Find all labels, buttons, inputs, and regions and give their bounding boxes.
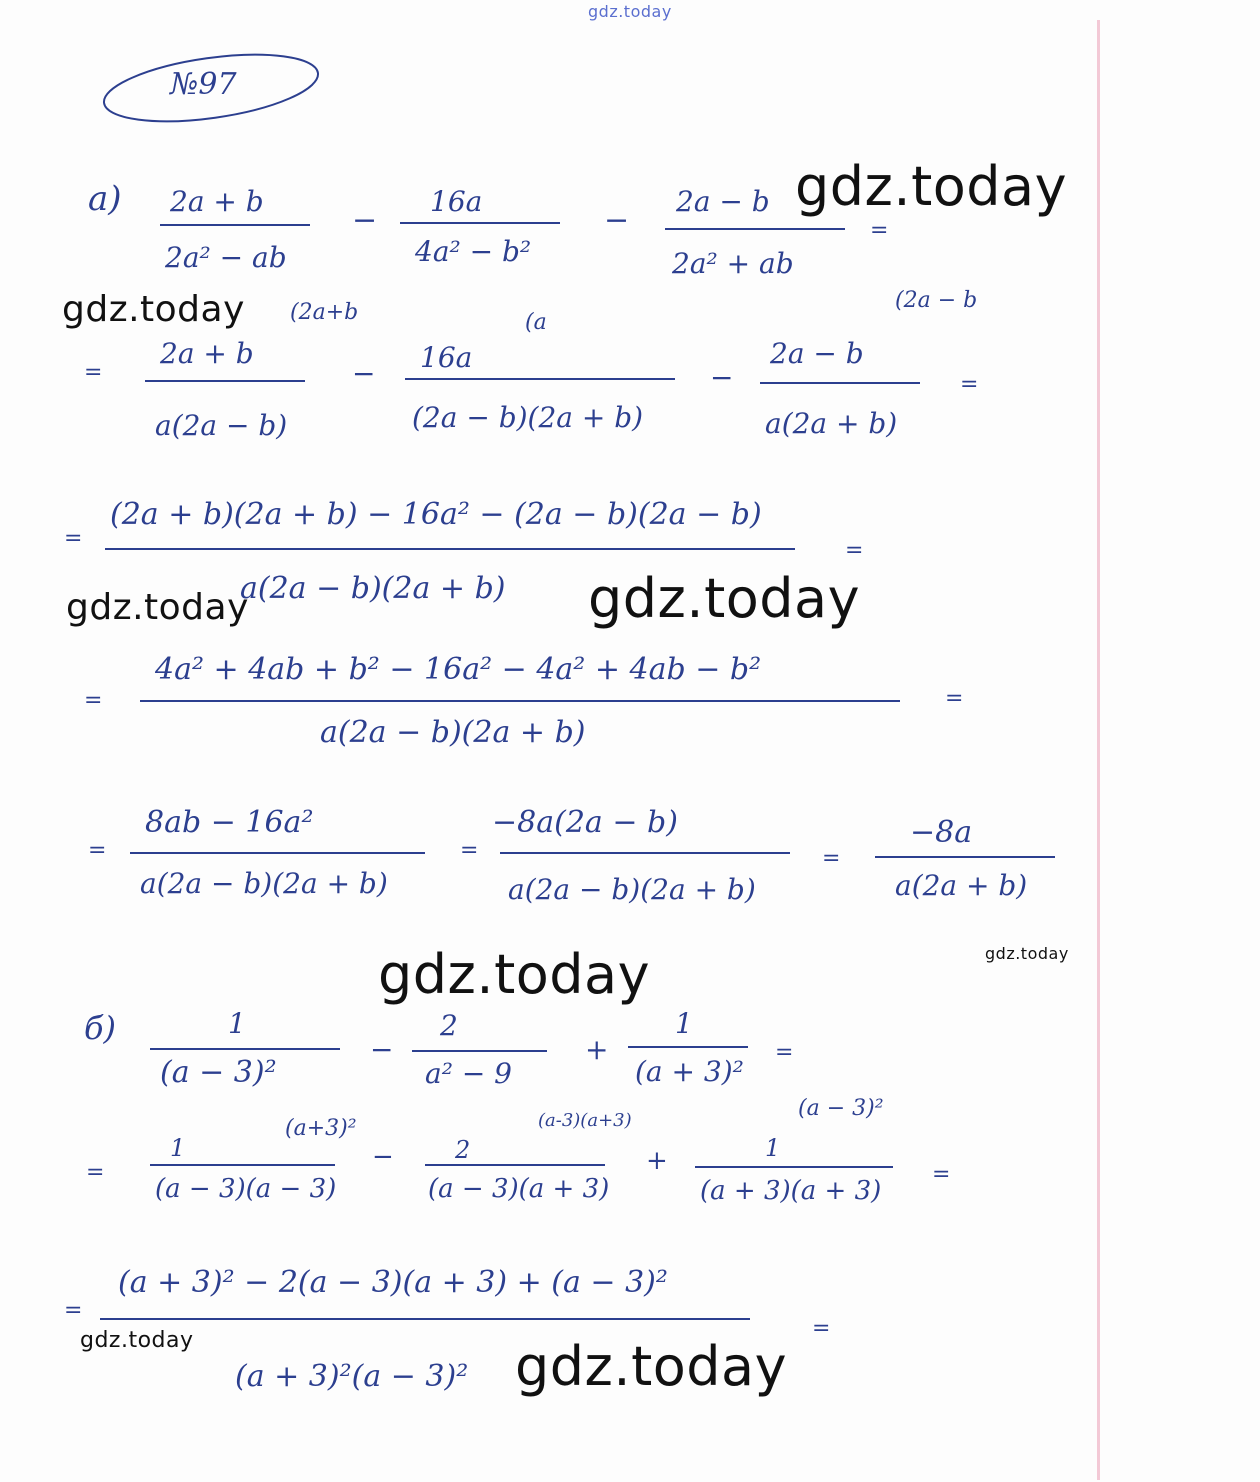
b2-mult-2: (a-3)(a+3) (538, 1110, 632, 1131)
b2-f2-num: 2 (455, 1136, 471, 1164)
b1-f1-bar (150, 1048, 340, 1050)
watermark-top: gdz.today (588, 2, 672, 21)
a3-num: (2a + b)(2a + b) − 16a² − (2a − b)(2a − b) (110, 497, 762, 532)
a2-mult-3: (2a − b (895, 288, 978, 313)
a2-f3-num: 2a − b (770, 337, 864, 370)
b3-den: (a + 3)²(a − 3)² (235, 1359, 469, 1394)
margin-line (1097, 20, 1100, 1480)
a5-f2-num: −8a(2a − b) (492, 805, 678, 840)
part-a-label: а) (88, 179, 122, 219)
a1-f3-den: 2a² + ab (672, 247, 794, 280)
b2-f3-num: 1 (765, 1134, 781, 1162)
a4-eq: = (945, 686, 964, 711)
a2-f3-bar (760, 382, 920, 384)
a1-f1-den: 2a² − ab (165, 241, 287, 274)
b3-eq: = (812, 1316, 831, 1341)
a5-f3-num: −8a (910, 815, 973, 850)
a1-f2-bar (400, 222, 560, 224)
a2-f2-bar (405, 378, 675, 380)
b1-eq: = (775, 1040, 794, 1065)
watermark-5: gdz.today (985, 944, 1069, 963)
a1-f1-bar (160, 224, 310, 226)
task-number: №97 (170, 67, 237, 102)
watermark-1: gdz.today (795, 155, 1068, 218)
a4-eq-lead: = (84, 688, 103, 713)
b3-eq-lead: = (64, 1298, 83, 1323)
a1-f2-den: 4a² − b² (415, 235, 532, 268)
b2-f2-bar (425, 1164, 605, 1166)
a5-eq-2: = (822, 846, 841, 871)
a1-op2: − (604, 203, 630, 238)
watermark-4: gdz.today (588, 567, 861, 630)
a4-num: 4a² + 4ab + b² − 16a² − 4a² + 4ab − b² (155, 652, 762, 687)
a3-bar (105, 548, 795, 550)
a2-f2-den: (2a − b)(2a + b) (412, 401, 644, 434)
a3-eq: = (845, 538, 864, 563)
a2-f3-den: a(2a + b) (765, 407, 898, 440)
b1-f3-bar (628, 1046, 748, 1048)
a1-f2-num: 16a (430, 185, 483, 218)
b1-f2-den: a² − 9 (425, 1057, 512, 1090)
part-b-label: б) (84, 1009, 117, 1047)
a5-f1-den: a(2a − b)(2a + b) (140, 867, 388, 900)
b3-num: (a + 3)² − 2(a − 3)(a + 3) + (a − 3)² (118, 1265, 668, 1300)
b1-f2-num: 2 (440, 1009, 458, 1042)
b1-op1: − (370, 1033, 394, 1066)
b2-op2: + (646, 1146, 668, 1176)
b2-mult-1: (a+3)² (285, 1116, 357, 1141)
watermark-6: gdz.today (378, 943, 651, 1006)
a2-mult-1: (2a+b (290, 300, 359, 325)
a4-bar (140, 700, 900, 702)
a2-f2-num: 16a (420, 341, 473, 374)
watermark-2: gdz.today (62, 289, 245, 330)
a2-f1-den: a(2a − b) (155, 409, 288, 442)
b2-f2-den: (a − 3)(a + 3) (428, 1174, 610, 1204)
a3-eq-lead: = (64, 526, 83, 551)
b2-f3-den: (a + 3)(a + 3) (700, 1176, 882, 1206)
a1-op1: − (352, 203, 378, 238)
a1-f1-num: 2a + b (170, 185, 264, 218)
a2-mult-2: (a (525, 310, 547, 335)
a5-f2-bar (500, 852, 790, 854)
a1-f3-num: 2a − b (676, 185, 770, 218)
a2-f1-bar (145, 380, 305, 382)
b1-f3-den: (a + 3)² (635, 1055, 744, 1088)
a1-eq: = (870, 218, 889, 243)
a2-f1-num: 2a + b (160, 337, 254, 370)
b1-f1-den: (a − 3)² (160, 1055, 277, 1090)
b1-f2-bar (412, 1050, 547, 1052)
b1-f1-num: 1 (228, 1007, 246, 1040)
b2-f1-den: (a − 3)(a − 3) (155, 1174, 337, 1204)
watermark-3: gdz.today (66, 587, 249, 628)
watermark-7: gdz.today (80, 1328, 194, 1353)
b2-op1: − (372, 1142, 394, 1172)
a5-eq-1: = (460, 838, 479, 863)
a2-op1: − (352, 357, 376, 390)
b2-eq: = (932, 1162, 951, 1187)
watermark-8: gdz.today (515, 1335, 788, 1398)
b1-op2: + (585, 1033, 609, 1066)
a4-den: a(2a − b)(2a + b) (320, 715, 586, 750)
b2-f3-bar (695, 1166, 893, 1168)
b2-f1-num: 1 (170, 1134, 186, 1162)
a2-eq-lead: = (84, 360, 103, 385)
a5-f1-num: 8ab − 16a² (145, 805, 314, 840)
a1-f3-bar (665, 228, 845, 230)
a2-op2: − (710, 361, 734, 394)
a5-f2-den: a(2a − b)(2a + b) (508, 873, 756, 906)
a3-den: a(2a − b)(2a + b) (240, 571, 506, 606)
b2-eq-lead: = (86, 1160, 105, 1185)
a5-f3-den: a(2a + b) (895, 869, 1028, 902)
a5-f3-bar (875, 856, 1055, 858)
b3-bar (100, 1318, 750, 1320)
b2-f1-bar (150, 1164, 335, 1166)
a5-eq-lead: = (88, 838, 107, 863)
b1-f3-num: 1 (675, 1007, 693, 1040)
a5-f1-bar (130, 852, 425, 854)
b2-mult-3: (a − 3)² (798, 1096, 884, 1121)
a2-eq: = (960, 372, 979, 397)
